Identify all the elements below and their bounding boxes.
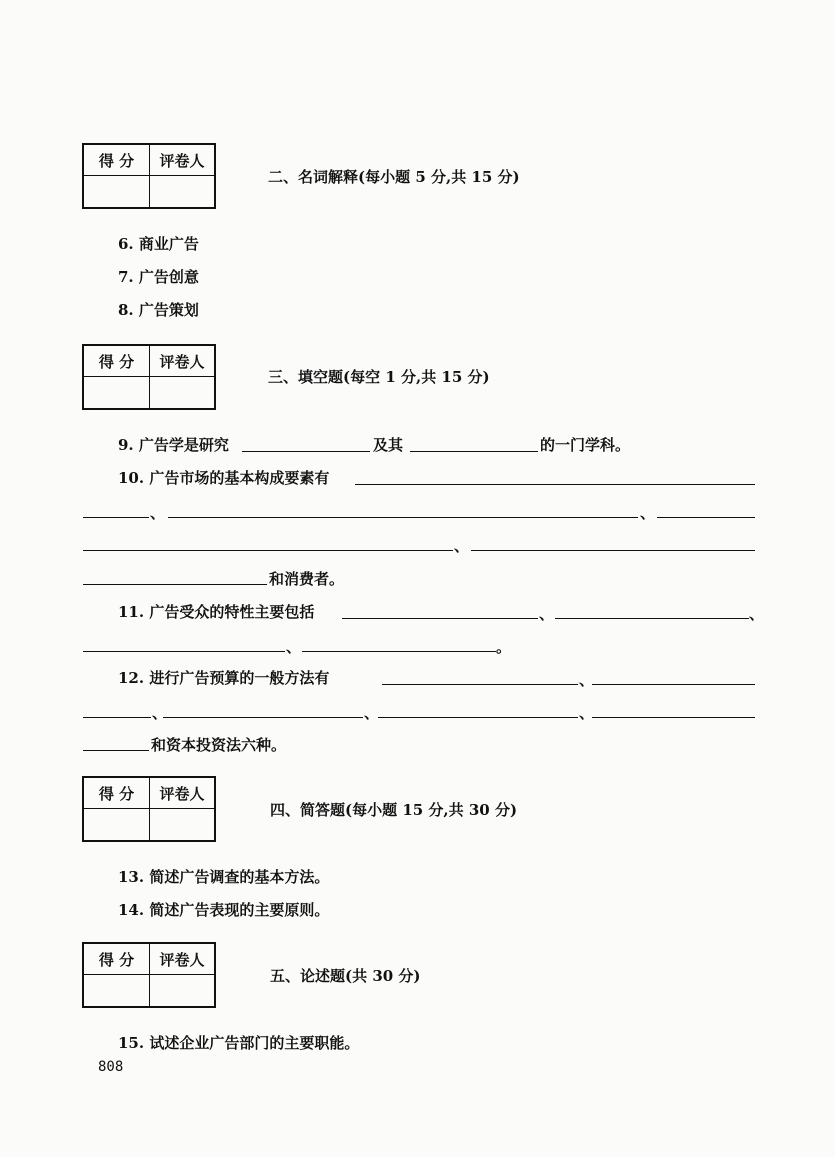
question-text: 12. 进行广告预算的一般方法有 xyxy=(118,669,330,687)
grader-label: 评卷人 xyxy=(150,944,214,975)
answer-blank xyxy=(302,651,496,652)
answer-blank xyxy=(471,550,755,551)
section-title: 三、填空题(每空 1 分,共 15 分) xyxy=(268,368,490,386)
grader-cell xyxy=(150,176,214,207)
score-box xyxy=(82,143,216,209)
answer-blank xyxy=(342,618,538,619)
separator: 、 xyxy=(579,704,595,722)
question-item: 14. 简述广告表现的主要原则。 xyxy=(118,901,330,919)
question-text: 的一门学科。 xyxy=(540,436,631,454)
separator: 、 xyxy=(640,504,656,522)
answer-blank xyxy=(242,451,370,452)
question-text: 和资本投资法六种。 xyxy=(151,736,287,754)
question-text: 和消费者。 xyxy=(269,570,345,588)
section-title: 四、简答题(每小题 15 分,共 30 分) xyxy=(270,801,518,819)
grader-cell xyxy=(150,377,214,408)
question-text: 及其 xyxy=(373,436,404,454)
answer-blank xyxy=(83,550,453,551)
score-box xyxy=(82,776,216,842)
grader-label: 评卷人 xyxy=(150,778,214,809)
score-label: 得 分 xyxy=(84,145,150,176)
answer-blank xyxy=(168,517,638,518)
score-cell xyxy=(84,176,150,207)
score-label: 得 分 xyxy=(84,778,150,809)
answer-blank xyxy=(83,717,151,718)
score-label: 得 分 xyxy=(84,944,150,975)
separator: 、 xyxy=(286,638,302,656)
score-cell xyxy=(84,377,150,408)
score-cell xyxy=(84,809,150,840)
question-item: 7. 广告创意 xyxy=(118,268,199,286)
grader-label: 评卷人 xyxy=(150,346,214,377)
page-number: 808 xyxy=(98,1059,124,1075)
answer-blank xyxy=(657,517,755,518)
answer-blank xyxy=(378,717,578,718)
answer-blank xyxy=(83,750,149,751)
separator: 、 xyxy=(454,537,470,555)
question-item: 6. 商业广告 xyxy=(118,235,199,253)
answer-blank xyxy=(83,651,285,652)
section-title: 五、论述题(共 30 分) xyxy=(270,967,421,985)
separator: 、 xyxy=(749,605,765,623)
answer-blank xyxy=(410,451,538,452)
separator: 、 xyxy=(364,704,380,722)
answer-blank xyxy=(355,484,755,485)
score-box xyxy=(82,942,216,1008)
score-cell xyxy=(84,975,150,1006)
separator: 、 xyxy=(579,671,595,689)
period: 。 xyxy=(496,638,512,656)
section-title: 二、名词解释(每小题 5 分,共 15 分) xyxy=(268,168,520,186)
score-box xyxy=(82,344,216,410)
answer-blank xyxy=(163,717,363,718)
separator: 、 xyxy=(539,605,555,623)
grader-label: 评卷人 xyxy=(150,145,214,176)
answer-blank xyxy=(592,684,755,685)
question-item: 15. 试述企业广告部门的主要职能。 xyxy=(118,1034,360,1052)
answer-blank xyxy=(83,584,267,585)
question-text: 9. 广告学是研究 xyxy=(118,436,229,454)
grader-cell xyxy=(150,809,214,840)
score-label: 得 分 xyxy=(84,346,150,377)
grader-cell xyxy=(150,975,214,1006)
question-text: 10. 广告市场的基本构成要素有 xyxy=(118,469,330,487)
question-text: 11. 广告受众的特性主要包括 xyxy=(118,603,315,621)
question-item: 8. 广告策划 xyxy=(118,301,199,319)
separator: 、 xyxy=(150,504,166,522)
question-item: 13. 简述广告调查的基本方法。 xyxy=(118,868,330,886)
answer-blank xyxy=(382,684,578,685)
answer-blank xyxy=(83,517,149,518)
answer-blank xyxy=(592,717,755,718)
separator: 、 xyxy=(152,704,168,722)
answer-blank xyxy=(555,618,749,619)
